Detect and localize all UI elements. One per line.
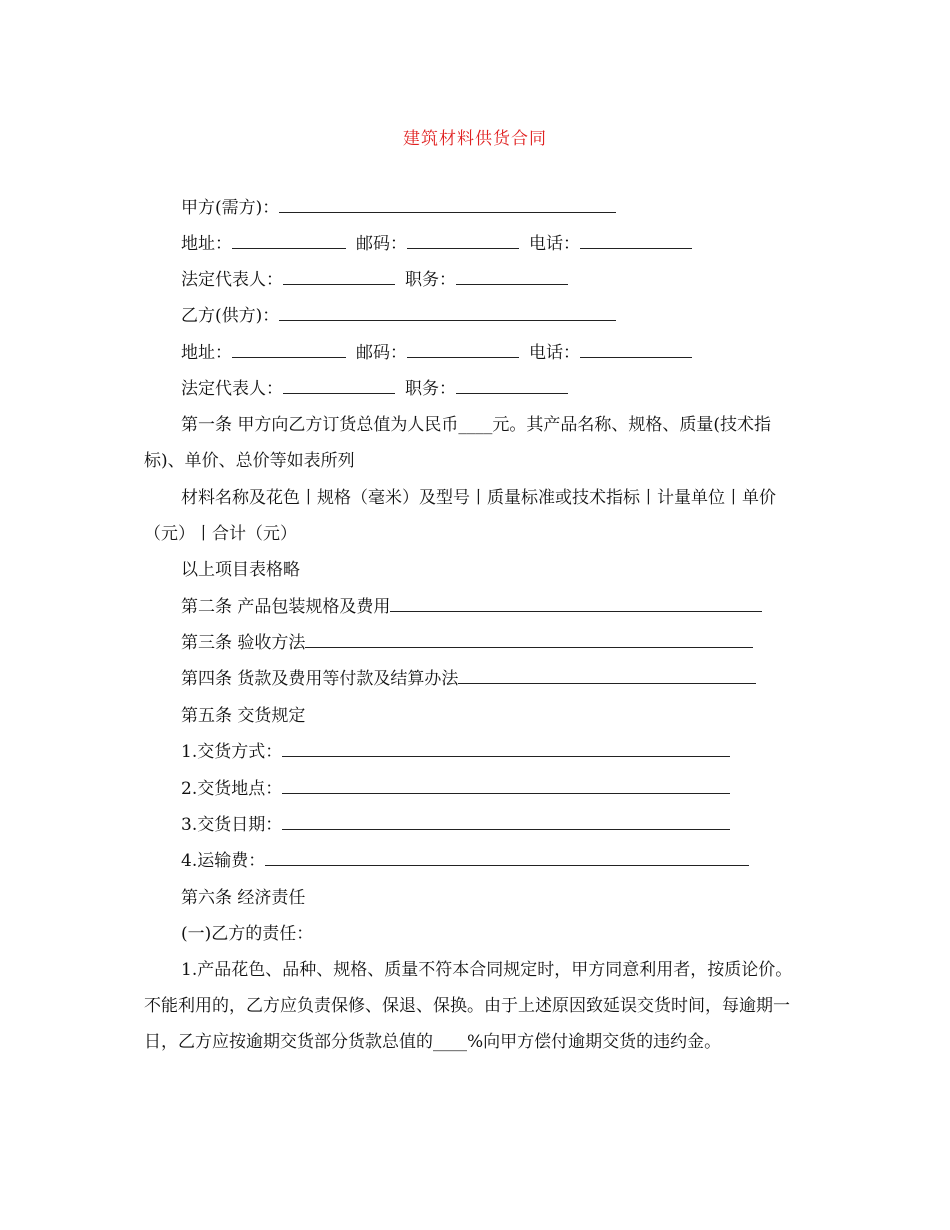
delivery-place-label: 2.交货地点： xyxy=(181,779,283,799)
table-note: 以上项目表格略 xyxy=(181,560,300,580)
party-a-address-line xyxy=(181,232,692,256)
delivery-method-label: 1.交货方式： xyxy=(181,742,283,762)
party-a-position-blank xyxy=(456,268,568,285)
delivery-date-line xyxy=(181,813,730,837)
party-a-address-label: 地址： xyxy=(181,234,232,254)
article-6-label: 第六条 经济责任 xyxy=(181,888,306,908)
freight-line xyxy=(181,849,749,873)
article-2-line xyxy=(181,595,762,619)
party-b-label: 乙方(供方)： xyxy=(181,306,280,326)
party-a-phone-blank xyxy=(580,232,692,249)
article-3-blank xyxy=(305,631,753,648)
party-a-position-label: 职务： xyxy=(405,270,456,290)
party-a-rep-line xyxy=(181,268,568,292)
clause-1: 1.产品花色、品种、规格、质量不符本合同规定时，甲方同意利用者，按质论价。不能利用的，乙方应负责保修、保退、保换。由于上述原因致延误交货时间，每逾期一日，乙方应按逾期交货部分货款总值的____%向甲方偿付逾期交货的违约金。 xyxy=(144,960,793,1052)
delivery-date-label: 3.交货日期： xyxy=(181,815,283,835)
freight-blank xyxy=(265,849,749,866)
party-b-line xyxy=(181,304,616,328)
party-a-postcode-blank xyxy=(407,232,519,249)
party-b-rep-line xyxy=(181,377,568,401)
party-a-blank xyxy=(279,196,616,213)
party-b-phone-label: 电话： xyxy=(529,343,580,363)
delivery-place-line xyxy=(181,777,730,801)
article-3-label: 第三条 验收方法 xyxy=(181,633,306,653)
party-b-blank xyxy=(279,304,616,321)
party-a-postcode-label: 邮码： xyxy=(356,234,407,254)
party-b-duty-label: (一)乙方的责任： xyxy=(181,924,314,944)
delivery-place-blank xyxy=(282,777,730,794)
party-b-position-label: 职务： xyxy=(405,379,456,399)
article-4-label: 第四条 货款及费用等付款及结算办法 xyxy=(181,669,459,689)
party-b-position-blank xyxy=(456,377,568,394)
party-a-rep-label: 法定代表人： xyxy=(181,270,283,290)
party-a-phone-label: 电话： xyxy=(529,234,580,254)
article-4-line xyxy=(181,667,756,691)
party-b-rep-blank xyxy=(283,377,395,394)
article-2-blank xyxy=(390,595,762,612)
party-a-address-blank xyxy=(232,232,346,249)
article-1: 第一条 甲方向乙方订货总值为人民币____元。其产品名称、规格、质量(技术指标)、单价、总价等如表所列 xyxy=(144,415,772,471)
article-2-label: 第二条 产品包装规格及费用 xyxy=(181,597,391,617)
delivery-date-blank xyxy=(282,813,730,830)
party-b-postcode-blank xyxy=(407,341,519,358)
delivery-method-line xyxy=(181,740,730,764)
party-b-rep-label: 法定代表人： xyxy=(181,379,283,399)
article-5-label: 第五条 交货规定 xyxy=(181,706,306,726)
party-b-address-blank xyxy=(232,341,346,358)
party-b-address-label: 地址： xyxy=(181,343,232,363)
article-4-blank xyxy=(458,667,756,684)
party-a-line xyxy=(181,196,616,220)
party-b-postcode-label: 邮码： xyxy=(356,343,407,363)
table-header-line: 材料名称及花色丨规格（毫米）及型号丨质量标准或技术指标丨计量单位丨单价（元）丨合计（元） xyxy=(144,488,776,544)
article-3-line xyxy=(181,631,753,655)
party-a-rep-blank xyxy=(283,268,395,285)
party-b-address-line xyxy=(181,341,692,365)
party-b-phone-blank xyxy=(580,341,692,358)
freight-label: 4.运输费： xyxy=(181,851,266,871)
document-title: 建筑材料供货合同 xyxy=(403,129,547,149)
delivery-method-blank xyxy=(282,740,730,757)
party-a-label: 甲方(需方)： xyxy=(181,198,280,218)
